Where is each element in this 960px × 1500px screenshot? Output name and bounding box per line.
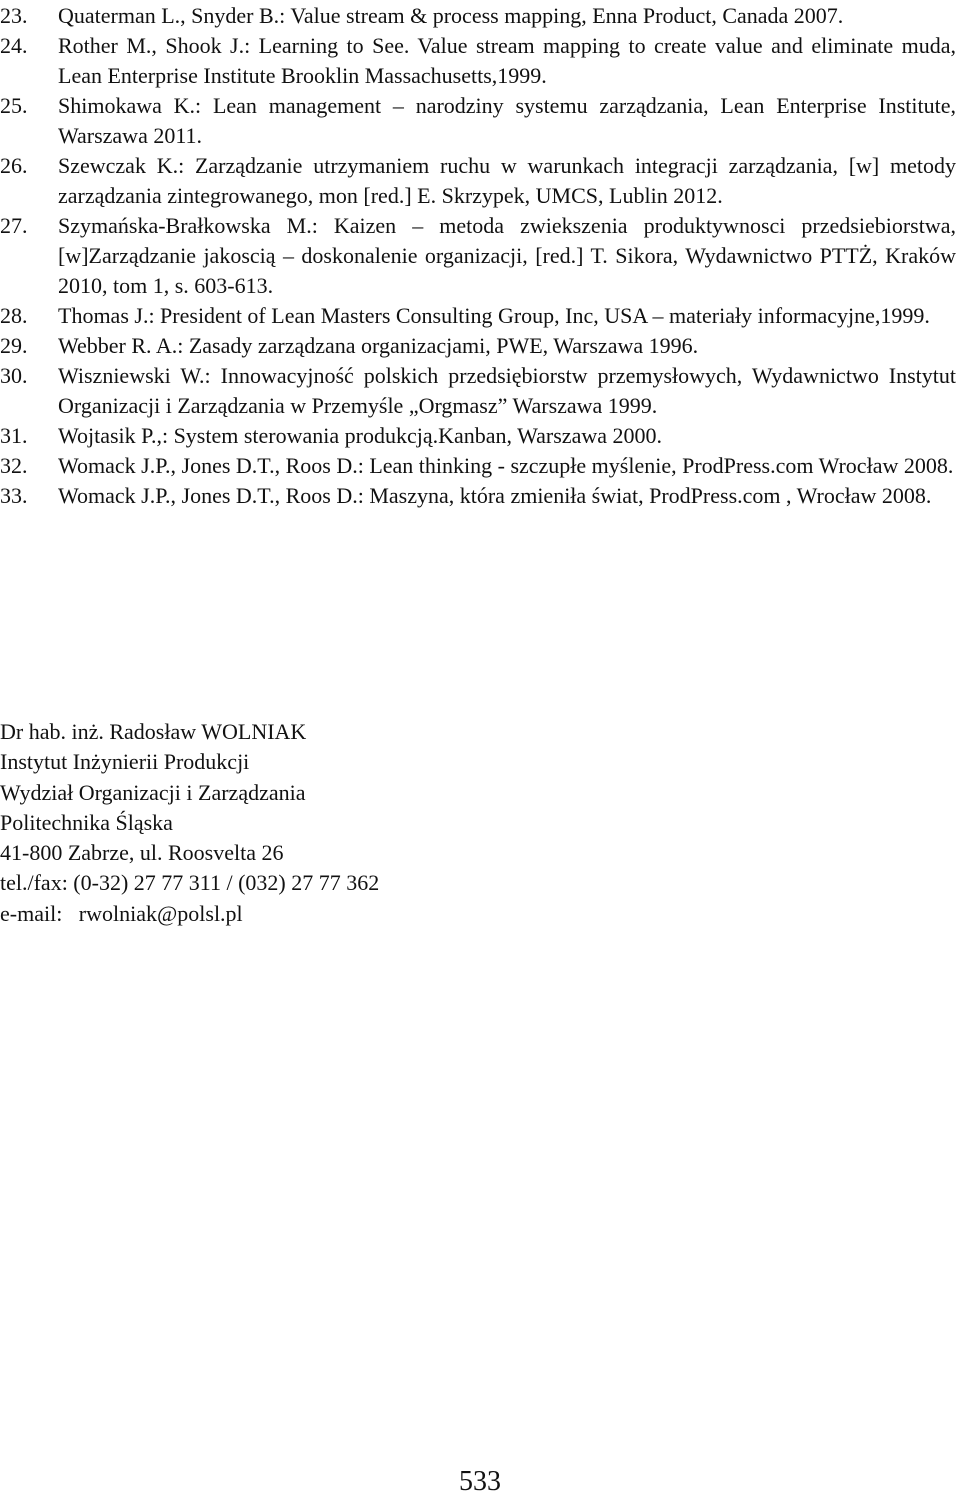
author-institute: Instytut Inżynierii Produkcji: [0, 749, 250, 775]
author-email: e-mail: rwolniak@polsl.pl: [0, 900, 243, 926]
reference-item: [0, 331, 960, 361]
reference-text: Szewczak K.: Zarządzanie utrzymaniem ruchu w warunkach integracji zarządzania, [w] metody zarządzania zintegrowanego, mon [red.] E. Skrzypek, UMCS, Lublin 2012.: [58, 153, 956, 208]
reference-text: Thomas J.: President of Lean Masters Consulting Group, Inc, USA – materiały informacyjne,1999.: [58, 303, 930, 328]
reference-item: [0, 211, 960, 301]
reference-number: 33.: [0, 483, 28, 508]
reference-list: [0, 1, 960, 511]
reference-item: [0, 301, 960, 331]
reference-item: [0, 1, 960, 31]
reference-number: 23.: [0, 3, 28, 28]
reference-number: 29.: [0, 333, 28, 358]
reference-text: Quaterman L., Snyder B.: Value stream & process mapping, Enna Product, Canada 2007.: [58, 3, 844, 28]
reference-item: [0, 91, 960, 151]
reference-number: 25.: [0, 93, 28, 118]
reference-text: Shimokawa K.: Lean management – narodziny systemu zarządzania, Lean Enterprise Institute, Warszawa 2011.: [58, 93, 956, 148]
reference-text: Webber R. A.: Zasady zarządzana organizacjami, PWE, Warszawa 1996.: [58, 333, 699, 358]
reference-text: Womack J.P., Jones D.T., Roos D.: Maszyna, która zmieniła świat, ProdPress.com , Wrocław 2008.: [58, 483, 932, 508]
reference-number: 31.: [0, 423, 28, 448]
reference-text: Wiszniewski W.: Innowacyjność polskich przedsiębiorstw przemysłowych, Wydawnictwo Instytut Organizacji i Zarządzania w Przemyśle „Orgmasz” Warszawa 1999.: [58, 363, 956, 418]
reference-item: [0, 361, 960, 421]
reference-item: [0, 421, 960, 451]
author-affiliation: [0, 717, 379, 929]
reference-text: Wojtasik P.,: System sterowania produkcją.Kanban, Warszawa 2000.: [58, 423, 662, 448]
page-number: 533: [459, 1466, 501, 1497]
reference-item: [0, 151, 960, 211]
reference-number: 27.: [0, 213, 28, 238]
author-university: Politechnika Śląska: [0, 809, 173, 835]
reference-item: [0, 451, 960, 481]
author-address: 41-800 Zabrze, ul. Roosvelta 26: [0, 840, 284, 866]
reference-number: 26.: [0, 153, 28, 178]
reference-text: Rother M., Shook J.: Learning to See. Value stream mapping to create value and eliminate muda, Lean Enterprise Institute Brooklin Massachusetts,1999.: [58, 33, 956, 88]
author-phone: tel./fax: (0-32) 27 77 311 / (032) 27 77 362: [0, 870, 380, 896]
author-faculty: Wydział Organizacji i Zarządzania: [0, 779, 306, 805]
reference-number: 30.: [0, 363, 28, 388]
reference-number: 32.: [0, 453, 28, 478]
reference-item: [0, 31, 960, 91]
reference-number: 24.: [0, 33, 28, 58]
reference-item: [0, 481, 960, 511]
reference-number: 28.: [0, 303, 28, 328]
reference-text: Womack J.P., Jones D.T., Roos D.: Lean thinking - szczupłe myślenie, ProdPress.com Wrocław 2008.: [58, 453, 954, 478]
author-name: Dr hab. inż. Radosław WOLNIAK: [0, 719, 307, 744]
reference-text: Szymańska-Brałkowska M.: Kaizen – metoda zwiekszenia produktywnosci przedsiebiorstwa, [w]Zarządzanie jakoscią – doskonalenie organizacji, [red.] T. Sikora, Wydawnictwo PTTŻ, Kraków 2010, tom 1, s. 603-613.: [58, 213, 956, 298]
